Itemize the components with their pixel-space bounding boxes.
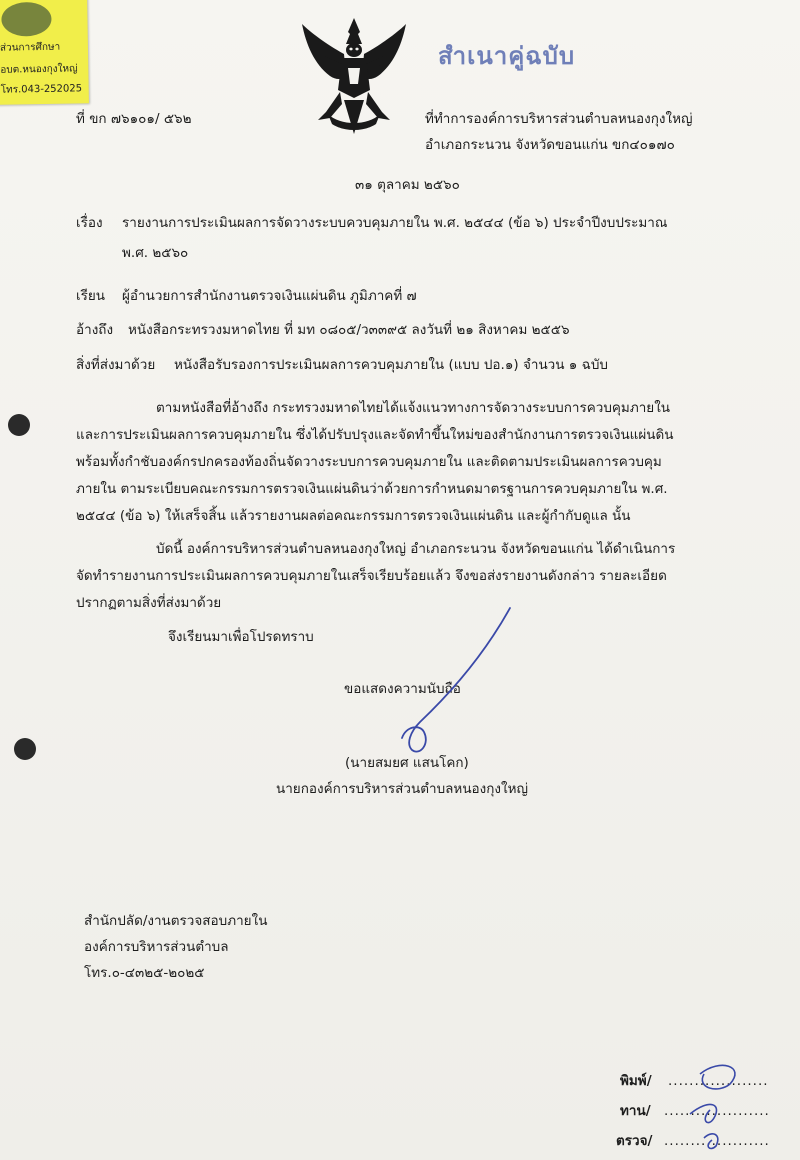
sender-address-line-1: ที่ทำการองค์การบริหารส่วนตำบลหนองกุงใหญ่ <box>425 111 693 127</box>
verify-approval-label: ตรวจ/ <box>616 1133 653 1149</box>
verify-approval-line: .................... <box>664 1133 770 1149</box>
subject-line-1: รายงานการประเมินผลการจัดวางระบบควบคุมภายใน พ.ศ. ๒๕๔๔ (ข้อ ๖) ประจำปีงบประมาณ <box>122 215 668 231</box>
reference-text: หนังสือกระทรวงมหาดไทย ที่ มท ๐๘๐๕/ว๓๓๙๕ ลงวันที่ ๒๑ สิงหาคม ๒๕๕๖ <box>128 322 570 338</box>
closing-phrase: จึงเรียนมาเพื่อโปรดทราบ <box>168 629 314 645</box>
recipient: ผู้อำนวยการสำนักงานตรวจเงินแผ่นดิน ภูมิภาคที่ ๗ <box>122 288 417 304</box>
garuda-emblem-icon <box>296 14 412 138</box>
body-paragraph-2 <box>76 536 675 617</box>
initials-icon <box>660 1054 770 1160</box>
footer-department: สำนักปลัด/งานตรวจสอบภายใน <box>84 913 268 929</box>
signer-name: (นายสมยศ แสนโคก) <box>345 755 469 771</box>
check-approval-label: ทาน/ <box>620 1103 651 1119</box>
footer-organization: องค์การบริหารส่วนตำบล <box>84 939 229 955</box>
sender-address-line-2: อำเภอกระนวน จังหวัดขอนแก่น ขก๔๐๑๗๐ <box>425 137 675 153</box>
note-line-3: โทร.043-252025 <box>0 83 83 96</box>
note-line-1: ส่วนการศึกษา <box>0 41 61 54</box>
paragraph-2-line: จัดทำรายงานการประเมินผลการควบคุมภายในเสร็จเรียบร้อยแล้ว จึงขอส่งรายงานดังกล่าว รายละเอียด <box>76 568 667 584</box>
punch-hole <box>8 414 30 436</box>
paragraph-1-line: และการประเมินผลการควบคุมภายใน ซึ่งได้ปรับปรุงและจัดทำขึ้นใหม่ของสำนักงานการตรวจเงินแผ่นดิน <box>76 427 674 443</box>
check-approval-line: .................... <box>664 1103 770 1119</box>
sticky-note <box>0 0 89 105</box>
signature-icon <box>380 604 520 764</box>
paragraph-2-line: ปรากฏตามสิ่งที่ส่งมาด้วย <box>76 595 222 611</box>
note-line-2: อบต.หนองกุงใหญ่ <box>0 63 78 76</box>
reference-label: อ้างถึง <box>76 322 114 338</box>
paragraph-1-line: ภายใน ตามระเบียบคณะกรรมการตรวจเงินแผ่นดินว่าด้วยการกำหนดมาตรฐานการควบคุมภายใน พ.ศ. <box>76 481 668 497</box>
paragraph-1-line: ตามหนังสือที่อ้างถึง กระทรวงมหาดไทยได้แจ้งแนวทางการจัดวางระบบการควบคุมภายใน <box>156 400 671 416</box>
seal-icon <box>1 2 52 37</box>
paragraph-1-line: ๒๕๔๔ (ข้อ ๖) ให้เสร็จสิ้น แล้วรายงานผลต่อคณะกรรมการตรวจเงินแผ่นดิน และผู้กำกับดูแล นั้น <box>76 508 631 524</box>
print-approval-label: พิมพ์/ <box>620 1073 652 1089</box>
body-paragraph-1 <box>76 395 674 530</box>
letter-date: ๓๑ ตุลาคม ๒๕๖๐ <box>355 177 460 193</box>
recipient-label: เรียน <box>76 288 106 304</box>
paragraph-1-line: พร้อมทั้งกำชับองค์กรปกครองท้องถิ่นจัดวางระบบการควบคุมภายใน และติดตามประเมินผลการควบคุม <box>76 454 662 470</box>
punch-hole <box>14 738 36 760</box>
enclosure-text: หนังสือรับรองการประเมินผลการควบคุมภายใน (แบบ ปอ.๑) จำนวน ๑ ฉบับ <box>174 357 608 373</box>
subject-line-2: พ.ศ. ๒๕๖๐ <box>122 245 189 261</box>
paragraph-2-line: บัดนี้ องค์การบริหารส่วนตำบลหนองกุงใหญ่ อำเภอกระนวน จังหวัดขอนแก่น ได้ดำเนินการ <box>156 541 676 557</box>
print-approval-line: ................... <box>668 1073 769 1089</box>
enclosure-label: สิ่งที่ส่งมาด้วย <box>76 357 156 373</box>
document-number: ที่ ขก ๗๖๑๐๑/ ๕๖๒ <box>76 111 192 127</box>
signer-title: นายกองค์การบริหารส่วนตำบลหนองกุงใหญ่ <box>276 781 529 797</box>
footer-phone: โทร.๐-๔๓๒๕-๒๐๒๕ <box>84 965 205 981</box>
regards-phrase: ขอแสดงความนับถือ <box>344 681 461 697</box>
subject-label: เรื่อง <box>76 215 103 231</box>
copy-stamp: สำเนาคู่ฉบับ <box>438 41 576 70</box>
